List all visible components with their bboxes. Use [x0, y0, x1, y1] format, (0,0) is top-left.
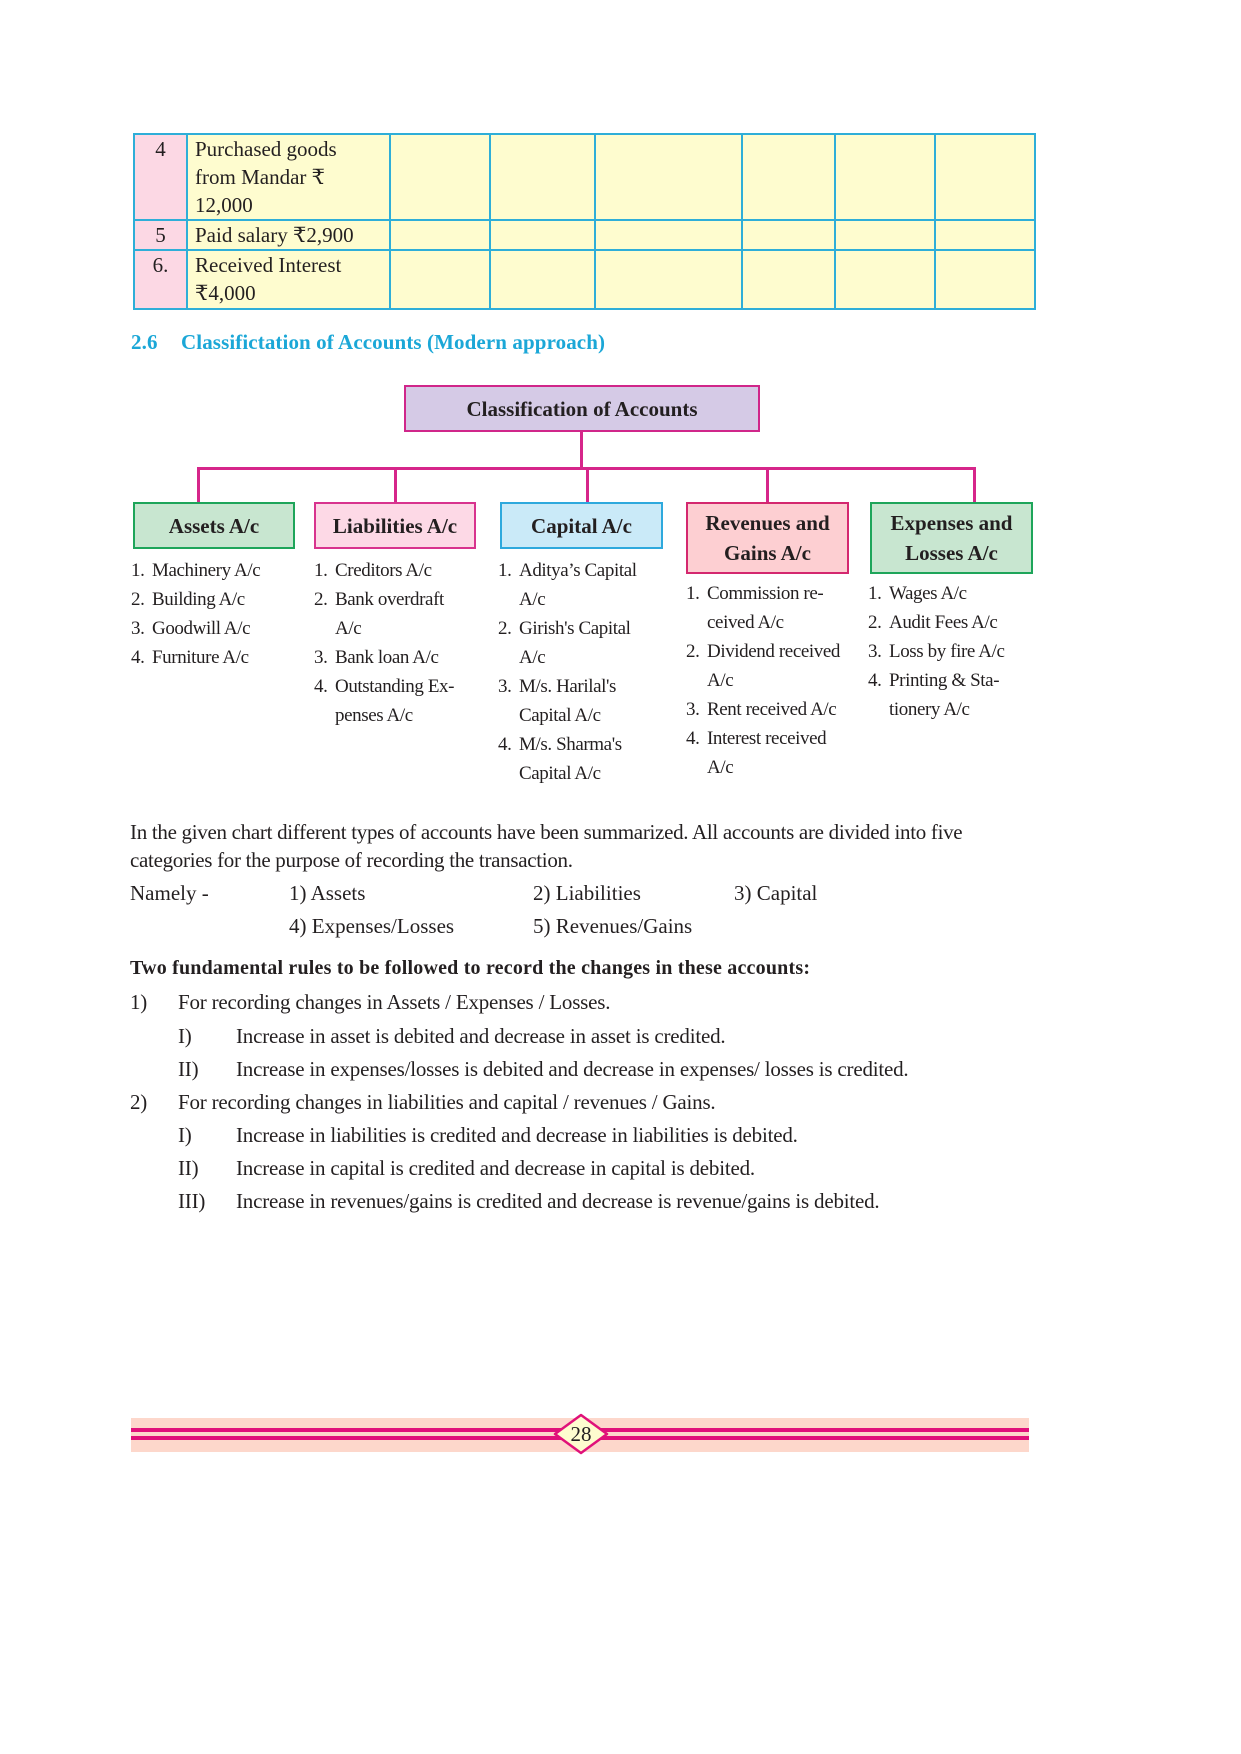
sub-rule-number: I)	[178, 1123, 192, 1147]
assets-account-list	[131, 556, 301, 672]
namely-label: Namely -	[130, 881, 209, 905]
rule-number: 2)	[130, 1090, 148, 1114]
sub-rule-text: Increase in capital is credited and decrease in capital is debited.	[236, 1156, 755, 1180]
transaction-description	[187, 134, 390, 220]
empty-cell	[390, 250, 490, 309]
description-line: Paid salary ₹2,900	[195, 223, 354, 247]
serial-number: 5	[134, 220, 187, 250]
description-line: Purchased goods	[195, 137, 337, 161]
sub-rule-number: I)	[178, 1024, 192, 1048]
serial-number: 6.	[134, 250, 187, 309]
journal-exercise-table	[133, 133, 1036, 310]
sub-rule-number: III)	[178, 1189, 206, 1213]
category-label: Expenses and	[890, 511, 1013, 535]
empty-cell	[595, 220, 742, 250]
section-title: Classifictation of Accounts (Modern approach)	[181, 330, 606, 354]
page-number: 28	[570, 1422, 592, 1446]
sub-rule-text: Increase in expenses/losses is debited and decrease in expenses/ losses is credited.	[236, 1057, 909, 1081]
transaction-description	[187, 250, 390, 309]
sub-rule-text: Increase in asset is debited and decrease in asset is credited.	[236, 1024, 726, 1048]
empty-cell	[835, 134, 935, 220]
description-line: from Mandar ₹	[195, 165, 325, 189]
list-item: 4. M/s. Sharma's Capital A/c	[498, 734, 622, 784]
list-item: 1. Machinery A/c	[131, 560, 261, 581]
connector-line	[197, 467, 200, 502]
revenues-account-list	[686, 579, 861, 782]
connector-line	[766, 467, 769, 502]
list-item: 2. Bank overdraft A/c	[314, 589, 444, 639]
section-number: 2.6	[131, 330, 158, 354]
liabilities-account-list	[314, 556, 484, 730]
summary-paragraph	[130, 818, 1040, 874]
table-row	[134, 220, 1035, 250]
list-item: 3. M/s. Harilal's Capital A/c	[498, 676, 617, 726]
empty-cell	[742, 134, 835, 220]
category-label: Liabilities A/c	[332, 513, 458, 538]
table-row	[134, 134, 1035, 220]
empty-cell	[595, 134, 742, 220]
root-node-label: Classification of Accounts	[466, 396, 698, 421]
list-item: 2. Girish's Capital A/c	[498, 618, 631, 668]
category-label: Losses A/c	[905, 541, 998, 565]
category-item: 3) Capital	[734, 881, 818, 905]
empty-cell	[390, 220, 490, 250]
rule-text: For recording changes in Assets / Expenses / Losses.	[178, 990, 611, 1014]
category-item: 1) Assets	[289, 881, 366, 905]
empty-cell	[742, 220, 835, 250]
empty-cell	[595, 250, 742, 309]
sub-rule-number: II)	[178, 1057, 199, 1081]
empty-cell	[390, 134, 490, 220]
list-item: 4. Outstanding Ex- penses A/c	[314, 676, 455, 726]
category-capital	[500, 502, 663, 549]
rule-number: 1)	[130, 990, 148, 1014]
description-line: 12,000	[195, 193, 253, 217]
sub-rule-number: II)	[178, 1156, 199, 1180]
list-item: 1. Wages A/c	[868, 583, 967, 604]
list-item: 4. Furniture A/c	[131, 647, 249, 668]
rule-text: For recording changes in liabilities and capital / revenues / Gains.	[178, 1090, 716, 1114]
category-expenses-losses	[870, 502, 1033, 574]
empty-cell	[835, 220, 935, 250]
empty-cell	[490, 250, 595, 309]
list-item: 2. Dividend received A/c	[686, 641, 841, 691]
rules-heading: Two fundamental rules to be followed to record the changes in these accounts:	[130, 957, 811, 979]
empty-cell	[835, 250, 935, 309]
category-item: 5) Revenues/Gains	[533, 914, 693, 938]
transaction-description	[187, 220, 390, 250]
connector-line	[973, 467, 976, 502]
empty-cell	[935, 220, 1035, 250]
sub-rule-text: Increase in liabilities is credited and decrease in liabilities is debited.	[236, 1123, 798, 1147]
connector-line	[586, 467, 589, 502]
category-label: Gains A/c	[724, 541, 811, 565]
list-item: 3. Bank loan A/c	[314, 647, 439, 668]
category-liabilities	[314, 502, 476, 549]
list-item: 4. Printing & Sta- tionery A/c	[868, 670, 1000, 720]
list-item: 1. Creditors A/c	[314, 560, 432, 581]
paragraph-line: categories for the purpose of recording the transaction.	[130, 848, 573, 872]
table-row	[134, 250, 1035, 309]
description-line: ₹4,000	[195, 281, 256, 305]
empty-cell	[490, 134, 595, 220]
section-heading	[131, 330, 605, 355]
connector-line	[580, 431, 583, 469]
list-item: 1. Commission re- ceived A/c	[686, 583, 824, 633]
list-item: 4. Interest received A/c	[686, 728, 827, 778]
serial-number: 4	[134, 134, 187, 220]
paragraph-line: In the given chart different types of accounts have been summarized. All accounts are divided into five	[130, 820, 963, 844]
empty-cell	[935, 134, 1035, 220]
connector-line	[394, 467, 397, 502]
root-node	[404, 385, 760, 432]
category-revenues-gains	[686, 502, 849, 574]
category-item: 2) Liabilities	[533, 881, 641, 905]
category-label: Capital A/c	[531, 513, 632, 538]
list-item: 3. Rent received A/c	[686, 699, 837, 720]
empty-cell	[935, 250, 1035, 309]
list-item: 2. Building A/c	[131, 589, 245, 610]
empty-cell	[742, 250, 835, 309]
category-assets	[133, 502, 295, 549]
category-label: Assets A/c	[168, 513, 260, 538]
list-item: 3. Goodwill A/c	[131, 618, 251, 639]
list-item: 2. Audit Fees A/c	[868, 612, 998, 633]
capital-account-list	[498, 556, 668, 788]
category-item: 4) Expenses/Losses	[289, 914, 455, 938]
category-label: Revenues and	[705, 511, 830, 535]
description-line: Received Interest	[195, 253, 342, 277]
list-item: 3. Loss by fire A/c	[868, 641, 1005, 662]
empty-cell	[490, 220, 595, 250]
expenses-account-list	[868, 579, 1043, 724]
sub-rule-text: Increase in revenues/gains is credited and decrease is revenue/gains is debited.	[236, 1189, 880, 1213]
list-item: 1. Aditya’s Capital A/c	[498, 560, 637, 610]
